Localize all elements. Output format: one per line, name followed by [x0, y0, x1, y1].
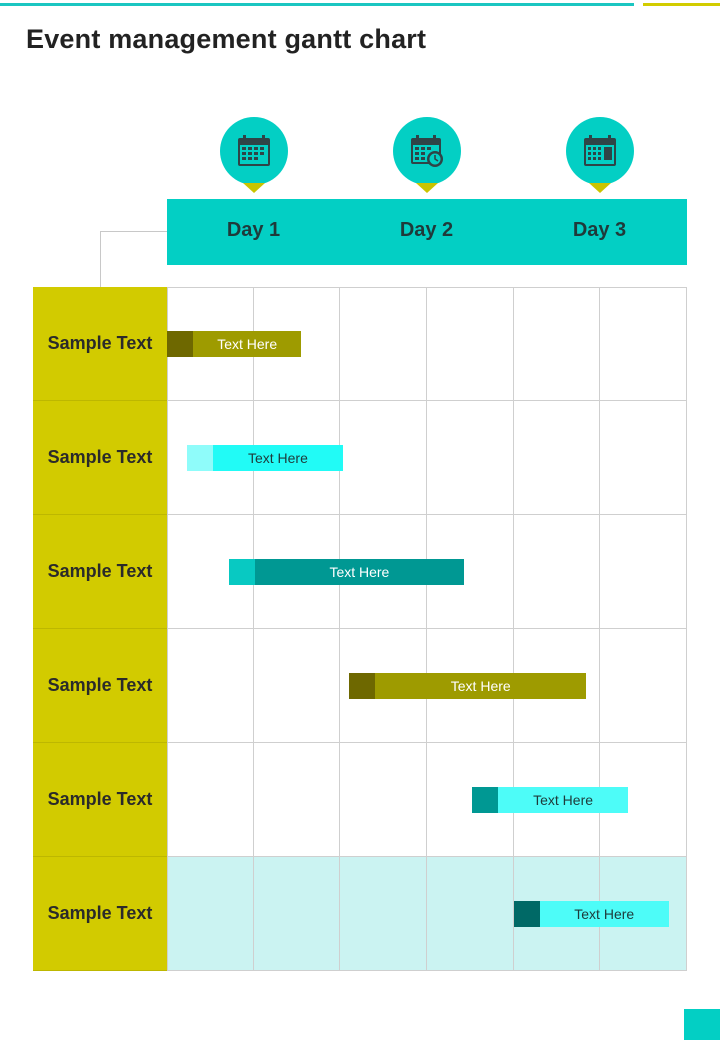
day-1-pin	[220, 117, 288, 195]
top-accent-line-teal	[0, 3, 634, 6]
grid-cell	[427, 857, 514, 971]
row-label: Sample Text	[33, 629, 167, 743]
calendar-clock-icon	[409, 134, 445, 168]
gantt-bar	[229, 559, 465, 585]
footer-accent-square	[684, 1009, 720, 1040]
bar-lead	[229, 559, 255, 585]
row-label: Sample Text	[33, 287, 167, 401]
gantt-bar	[167, 331, 301, 357]
page-title: Event management gantt chart	[26, 24, 427, 54]
grid-cell	[514, 401, 601, 515]
bar-lead	[472, 787, 498, 813]
grid-cell	[600, 629, 687, 743]
connector-line-vertical	[100, 231, 101, 288]
grid-cell	[340, 401, 427, 515]
gantt-row	[33, 629, 687, 743]
grid-cell	[340, 287, 427, 401]
grid-cell	[167, 857, 254, 971]
gantt-row	[33, 743, 687, 857]
grid-cell	[254, 857, 341, 971]
grid-cell	[514, 515, 601, 629]
grid-cell	[254, 743, 341, 857]
bar-label: Text Here	[498, 787, 628, 813]
gantt-row	[33, 515, 687, 629]
bar-label: Text Here	[213, 445, 343, 471]
grid-cell	[427, 401, 514, 515]
row-label: Sample Text	[33, 515, 167, 629]
bar-lead	[349, 673, 375, 699]
grid-cell	[427, 287, 514, 401]
bar-label: Text Here	[193, 331, 301, 357]
row-label: Sample Text	[33, 401, 167, 515]
grid-cell	[340, 743, 427, 857]
day-2-pin	[393, 117, 461, 195]
row-label: Sample Text	[33, 857, 167, 971]
gantt-bar	[472, 787, 628, 813]
grid-cell	[167, 743, 254, 857]
top-accent-line-yellow	[643, 3, 720, 6]
gantt-row	[33, 857, 687, 971]
bar-lead	[514, 901, 540, 927]
gantt-bar	[187, 445, 343, 471]
grid-cell	[340, 857, 427, 971]
day-3-label: Day 3	[572, 219, 627, 241]
bar-label: Text Here	[540, 901, 669, 927]
grid-cell	[600, 401, 687, 515]
gantt-grid	[33, 287, 687, 973]
bar-lead	[187, 445, 213, 471]
grid-cell	[167, 629, 254, 743]
connector-line-horizontal	[100, 231, 167, 232]
gantt-row	[33, 287, 687, 401]
day-1-label: Day 1	[226, 219, 281, 241]
grid-cell	[514, 287, 601, 401]
day-2-label: Day 2	[399, 219, 454, 241]
grid-cell	[254, 629, 341, 743]
bar-label: Text Here	[375, 673, 586, 699]
calendar-list-icon	[582, 134, 618, 168]
gantt-bar	[349, 673, 586, 699]
bar-lead	[167, 331, 193, 357]
gantt-row	[33, 401, 687, 515]
gantt-bar	[514, 901, 669, 927]
day-header-band	[167, 199, 687, 265]
bar-label: Text Here	[255, 559, 465, 585]
row-label: Sample Text	[33, 743, 167, 857]
calendar-icon	[236, 134, 272, 168]
grid-cell	[600, 515, 687, 629]
grid-cell	[600, 287, 687, 401]
day-3-pin	[566, 117, 634, 195]
